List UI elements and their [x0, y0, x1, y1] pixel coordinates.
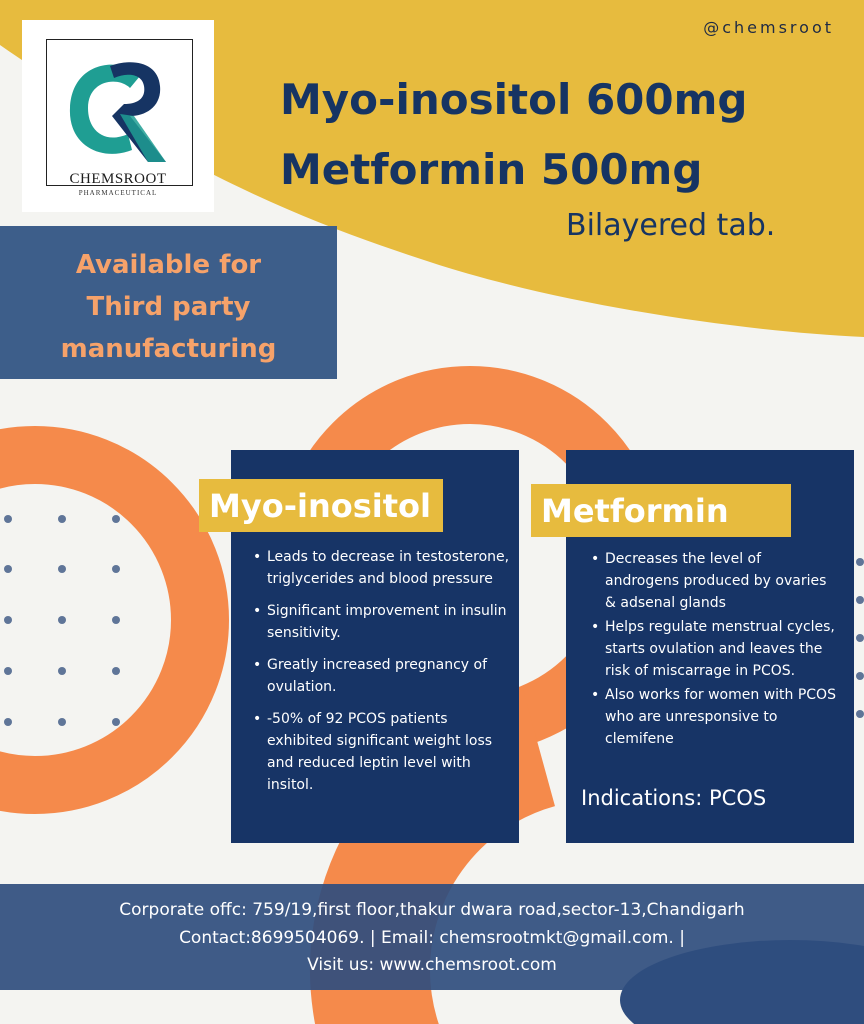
- dot-grid-left: [4, 515, 120, 726]
- indications-text: Indications: PCOS: [581, 786, 767, 810]
- myo-inositol-benefits: [253, 546, 511, 806]
- list-item: • -50% of 92 PCOS patients exhibited significant weight loss and reduced leptin level with insitol.: [253, 708, 511, 796]
- orange-ring-left: [0, 455, 200, 785]
- list-item: • Significant improvement in insulin sensitivity.: [253, 600, 511, 644]
- footer-address: Corporate offc: 759/19,first floor,thakur dwara road,sector-13,Chandigarh: [119, 900, 745, 920]
- availability-line-1: Available for: [75, 250, 262, 280]
- list-item: • Leads to decrease in testosterone, triglycerides and blood pressure: [253, 546, 511, 590]
- product-form: Bilayered tab.: [566, 208, 776, 243]
- company-logo: [22, 20, 214, 212]
- availability-panel: [0, 226, 337, 379]
- footer-website: Visit us: www.chemsroot.com: [307, 955, 557, 975]
- product-title-line-1: Myo-inositol 600mg: [280, 75, 748, 124]
- footer-contact: Contact:8699504069. | Email: chemsrootmkt@gmail.com. |: [179, 928, 685, 948]
- metformin-heading: Metformin: [531, 484, 791, 537]
- metformin-benefits: [591, 548, 836, 752]
- social-handle: @chemsroot: [703, 18, 834, 37]
- product-title-line-2: Metformin 500mg: [280, 145, 703, 194]
- myo-inositol-heading: Myo-inositol: [199, 479, 443, 532]
- list-item: • Decreases the level of androgens produced by ovaries & adsenal glands: [591, 548, 836, 614]
- availability-line-3: manufacturing: [60, 334, 277, 364]
- logo-name: CHEMSROOT: [69, 171, 167, 187]
- contact-footer: [0, 884, 864, 990]
- logo-tagline: PHARMACEUTICAL: [78, 189, 158, 197]
- dot-grid-right: [856, 558, 864, 718]
- cr-monogram-icon: [62, 58, 182, 168]
- availability-line-2: Third party: [86, 292, 251, 322]
- list-item: • Helps regulate menstrual cycles, starts ovulation and leaves the risk of miscarrage in PCOS.: [591, 616, 836, 682]
- list-item: • Also works for women with PCOS who are unresponsive to clemifene: [591, 684, 836, 750]
- list-item: • Greatly increased pregnancy of ovulation.: [253, 654, 511, 698]
